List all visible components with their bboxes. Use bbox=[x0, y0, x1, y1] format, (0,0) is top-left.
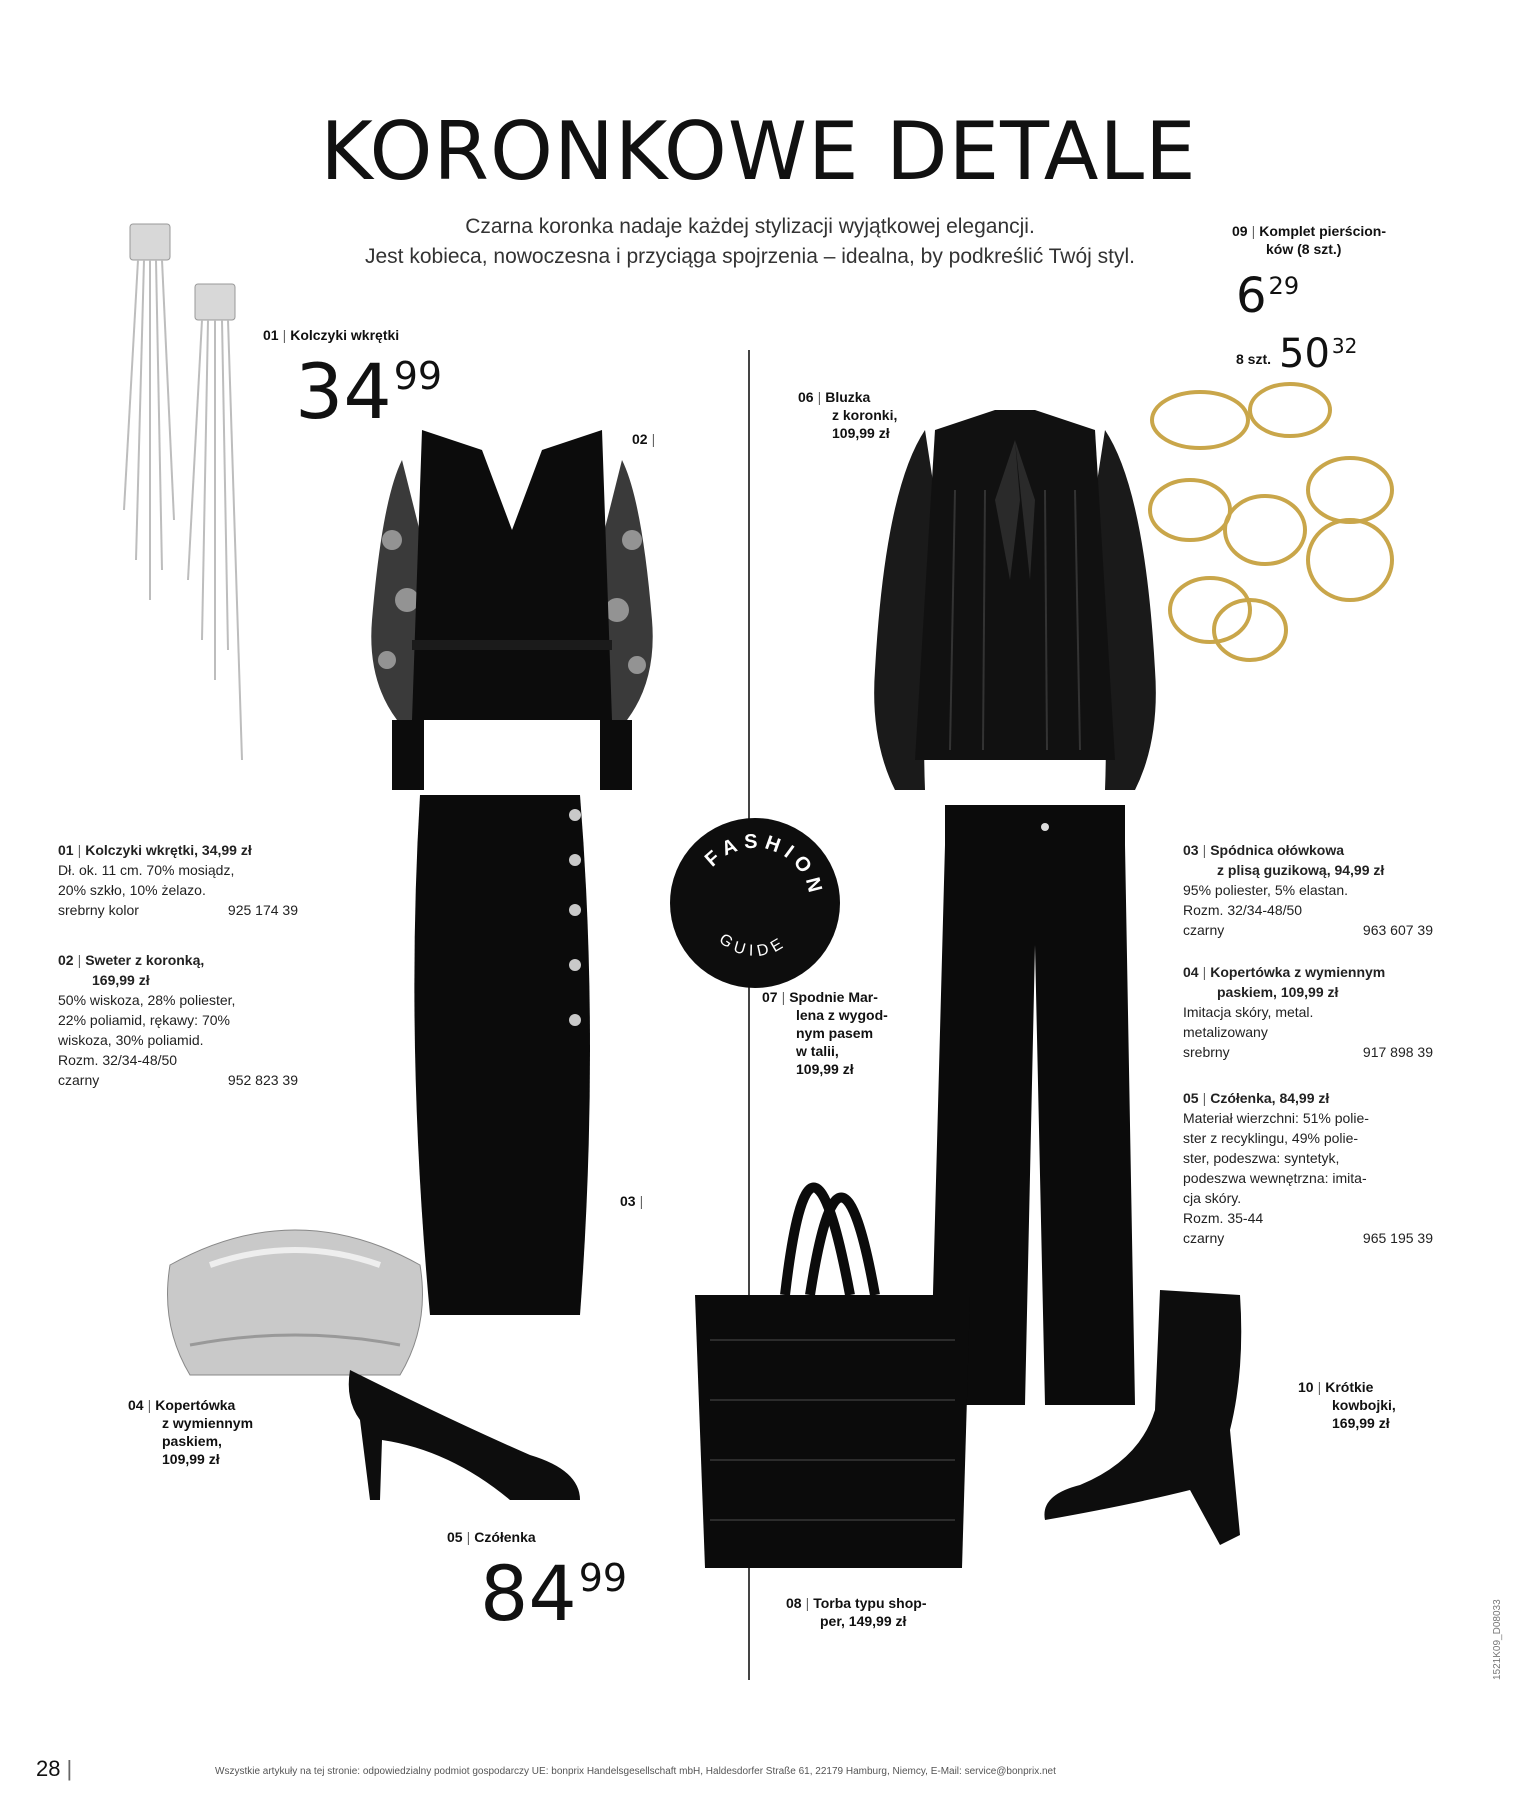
callout-09-number: 09 bbox=[1232, 223, 1248, 239]
lace-blouse-image[interactable] bbox=[865, 410, 1165, 810]
callout-03: 03 | bbox=[620, 1193, 644, 1209]
callout-04: 04 | Kopertówka z wymiennym paskiem, 109,99 zł bbox=[128, 1397, 254, 1467]
callout-10-number: 10 bbox=[1298, 1379, 1314, 1395]
badge-bottom-text: GUIDE bbox=[715, 930, 791, 961]
callout-03-number: 03 bbox=[620, 1193, 636, 1209]
callout-05-name: Czółenka bbox=[474, 1529, 536, 1545]
price-09-set-dec: 32 bbox=[1331, 333, 1358, 358]
legal-footer: Wszystkie artykuły na tej stronie: odpowiedzialny podmiot gospodarczy UE: bonprix Handelsgesellschaft mbH, Haldesdorfer Straße 61, 22179 Hamburg, Niemcy, E-Mail: service@bonprix.net bbox=[215, 1766, 1056, 1777]
detail-05: 05 | Czółenka, 84,99 zł Materiał wierzchni: 51% polie- ster z recyklingu, 49% polie- ster, podeszwa: syntetyk, podeszwa wewnętrzna: imita- cja skóry. Rozm. 35-44 czarny 965 195 39 bbox=[1183, 1090, 1433, 1246]
detail-05-code: 965 195 39 bbox=[1362, 1230, 1433, 1246]
callout-08: 08 | Torba typu shop- per, 149,99 zł bbox=[786, 1595, 927, 1629]
badge-top-text: FASHION bbox=[700, 830, 828, 901]
intro-text bbox=[300, 212, 1200, 272]
detail-05-line5: cja skóry. bbox=[1183, 1190, 1242, 1206]
detail-02-color: czarny bbox=[58, 1072, 100, 1088]
detail-04-color: srebrny bbox=[1183, 1044, 1230, 1060]
rings-image[interactable] bbox=[1140, 380, 1440, 680]
price-05-dec: 99 bbox=[578, 1556, 628, 1601]
detail-01: 01 | Kolczyki wkrętki, 34,99 zł Dł. ok. 11 cm. 70% mosiądz, 20% szkło, 10% żelazo. srebrny kolor 925 174 39 bbox=[58, 842, 298, 918]
callout-04-line1: Kopertówka bbox=[155, 1397, 236, 1413]
earrings-image[interactable] bbox=[110, 220, 260, 760]
catalog-code: 1521K09_D08033 bbox=[1492, 1599, 1503, 1680]
callout-01: 01 | Kolczyki wkrętki bbox=[263, 327, 400, 343]
detail-01-code: 925 174 39 bbox=[227, 902, 298, 918]
callout-10: 10 | Krótkie kowbojki, 169,99 zł bbox=[1298, 1379, 1396, 1431]
detail-02-line4: Rozm. 32/34-48/50 bbox=[58, 1052, 178, 1068]
detail-03-title2: z plisą guzikową, 94,99 zł bbox=[1217, 862, 1385, 878]
callout-06-line2: z koronki, bbox=[832, 407, 898, 423]
detail-05-number: 05 bbox=[1183, 1090, 1199, 1106]
callout-04-line4: 109,99 zł bbox=[162, 1451, 220, 1467]
callout-09: 09 | Komplet pierścion- ków (8 szt.) bbox=[1232, 223, 1387, 257]
detail-04-title2: paskiem, 109,99 zł bbox=[1217, 984, 1339, 1000]
silver-clutch-image[interactable] bbox=[150, 1205, 440, 1385]
callout-06-line3: 109,99 zł bbox=[832, 425, 890, 441]
detail-02-line2: 22% poliamid, rękawy: 70% bbox=[58, 1012, 230, 1028]
tote-bag-image[interactable] bbox=[690, 1100, 975, 1570]
price-09-set-int: 50 bbox=[1279, 331, 1330, 377]
detail-02-code: 952 823 39 bbox=[227, 1072, 298, 1088]
callout-08-line1: Torba typu shop- bbox=[813, 1595, 927, 1611]
callout-04-line3: paskiem, bbox=[162, 1433, 222, 1449]
svg-text:FASHION bbox=[701, 831, 827, 901]
callout-07-line3: nym pasem bbox=[796, 1025, 874, 1041]
callout-01-number: 01 bbox=[263, 327, 279, 343]
detail-05-line1: Materiał wierzchni: 51% polie- bbox=[1183, 1110, 1369, 1126]
detail-03-title: Spódnica ołówkowa bbox=[1210, 842, 1345, 858]
detail-01-color: srebrny kolor bbox=[58, 902, 139, 918]
detail-05-line2: ster z recyklingu, 49% polie- bbox=[1183, 1130, 1359, 1146]
intro-line-2: Jest kobieca, nowoczesna i przyciąga spojrzenia – idealna, by podkreślić Twój styl. bbox=[364, 245, 1135, 268]
callout-08-line2: per, 149,99 zł bbox=[820, 1613, 907, 1629]
page-number-value: 28 bbox=[36, 1756, 61, 1781]
detail-05-line4: podeszwa wewnętrzna: imita- bbox=[1183, 1170, 1367, 1186]
svg-text:GUIDE bbox=[716, 931, 790, 960]
callout-08-number: 08 bbox=[786, 1595, 802, 1611]
intro-line-1: Czarna koronka nadaje każdej stylizacji wyjątkowej elegancji. bbox=[465, 215, 1035, 238]
callout-07-number: 07 bbox=[762, 989, 778, 1005]
detail-04-title: Kopertówka z wymiennym bbox=[1210, 964, 1386, 980]
callout-07-line2: lena z wygod- bbox=[796, 1007, 888, 1023]
detail-03-color: czarny bbox=[1183, 922, 1225, 938]
callout-07-line5: 109,99 zł bbox=[796, 1061, 854, 1077]
detail-02-title2: 169,99 zł bbox=[92, 972, 150, 988]
detail-03-line2: Rozm. 32/34-48/50 bbox=[1183, 902, 1303, 918]
detail-02-line1: 50% wiskoza, 28% poliester, bbox=[58, 992, 236, 1008]
detail-03-code: 963 607 39 bbox=[1362, 922, 1433, 938]
price-09-dec: 29 bbox=[1268, 271, 1300, 300]
detail-04: 04 | Kopertówka z wymiennym paskiem, 109,99 zł Imitacja skóry, metal. metalizowany srebrny 917 898 39 bbox=[1183, 964, 1433, 1060]
price-01-int: 34 bbox=[295, 347, 392, 436]
callout-06: 06 | Bluzka z koronki, 109,99 zł bbox=[798, 389, 898, 441]
callout-05: 05 | Czółenka bbox=[447, 1529, 536, 1545]
cowboy-boot-image[interactable] bbox=[1040, 1290, 1260, 1550]
price-01 bbox=[295, 347, 443, 436]
detail-02-line3: wiskoza, 30% poliamid. bbox=[58, 1032, 204, 1048]
callout-02: 02 | bbox=[632, 431, 656, 447]
price-05-int: 84 bbox=[480, 1549, 577, 1638]
fashion-guide-badge-svg bbox=[670, 818, 840, 988]
callout-07-line4: w talii, bbox=[796, 1043, 839, 1059]
callout-10-line2: kowbojki, bbox=[1332, 1397, 1396, 1413]
callout-07: 07 | Spodnie Mar- lena z wygod- nym pasem w talii, 109,99 zł bbox=[762, 989, 888, 1077]
detail-02-number: 02 bbox=[58, 952, 74, 968]
detail-05-line6: Rozm. 35-44 bbox=[1183, 1210, 1264, 1226]
callout-09-line1: Komplet pierścion- bbox=[1259, 223, 1387, 239]
detail-04-line1: Imitacja skóry, metal. bbox=[1183, 1004, 1314, 1020]
callout-06-number: 06 bbox=[798, 389, 814, 405]
callout-10-line3: 169,99 zł bbox=[1332, 1415, 1390, 1431]
pump-shoe-image[interactable] bbox=[330, 1360, 590, 1510]
callout-01-name: Kolczyki wkrętki bbox=[290, 327, 400, 343]
detail-01-number: 01 bbox=[58, 842, 74, 858]
page-title: KORONKOWE DETALE bbox=[320, 105, 1197, 198]
detail-03-line1: 95% poliester, 5% elastan. bbox=[1183, 882, 1348, 898]
detail-01-title: Kolczyki wkrętki, 34,99 zł bbox=[85, 842, 252, 858]
price-09-set bbox=[1236, 331, 1358, 377]
callout-04-line2: z wymiennym bbox=[162, 1415, 254, 1431]
callout-07-line1: Spodnie Mar- bbox=[789, 989, 878, 1005]
detail-01-line1: Dł. ok. 11 cm. 70% mosiądz, bbox=[58, 862, 235, 878]
callout-06-line1: Bluzka bbox=[825, 389, 871, 405]
price-01-dec: 99 bbox=[393, 354, 443, 399]
price-09-int: 6 bbox=[1236, 268, 1267, 324]
detail-02: 02 | Sweter z koronką, 169,99 zł 50% wiskoza, 28% poliester, 22% poliamid, rękawy: 70% wiskoza, 30% poliamid. Rozm. 32/34-48/50 czarny 952 823 39 bbox=[58, 952, 298, 1088]
price-05 bbox=[480, 1549, 628, 1638]
lace-sweater-image[interactable] bbox=[362, 420, 662, 800]
fashion-guide-badge bbox=[670, 818, 840, 988]
detail-01-line2: 20% szkło, 10% żelazo. bbox=[58, 882, 206, 898]
callout-05-number: 05 bbox=[447, 1529, 463, 1545]
callout-09-line2: ków (8 szt.) bbox=[1266, 241, 1342, 257]
price-09 bbox=[1236, 268, 1300, 324]
detail-05-title: Czółenka, 84,99 zł bbox=[1210, 1090, 1330, 1106]
detail-04-code: 917 898 39 bbox=[1362, 1044, 1433, 1060]
detail-05-line3: ster, podeszwa: syntetyk, bbox=[1183, 1150, 1340, 1166]
price-09-set-label: 8 szt. bbox=[1236, 351, 1272, 367]
detail-03-number: 03 bbox=[1183, 842, 1199, 858]
callout-04-number: 04 bbox=[128, 1397, 144, 1413]
detail-04-number: 04 bbox=[1183, 964, 1199, 980]
page-number: 28 | bbox=[36, 1756, 73, 1781]
callout-10-line1: Krótkie bbox=[1325, 1379, 1374, 1395]
detail-03: 03 | Spódnica ołówkowa z plisą guzikową, 94,99 zł 95% poliester, 5% elastan. Rozm. 32/34-48/50 czarny 963 607 39 bbox=[1183, 842, 1433, 938]
detail-05-color: czarny bbox=[1183, 1230, 1225, 1246]
detail-02-title: Sweter z koronką, bbox=[85, 952, 205, 968]
callout-02-number: 02 bbox=[632, 431, 648, 447]
detail-04-line2: metalizowany bbox=[1183, 1024, 1268, 1040]
